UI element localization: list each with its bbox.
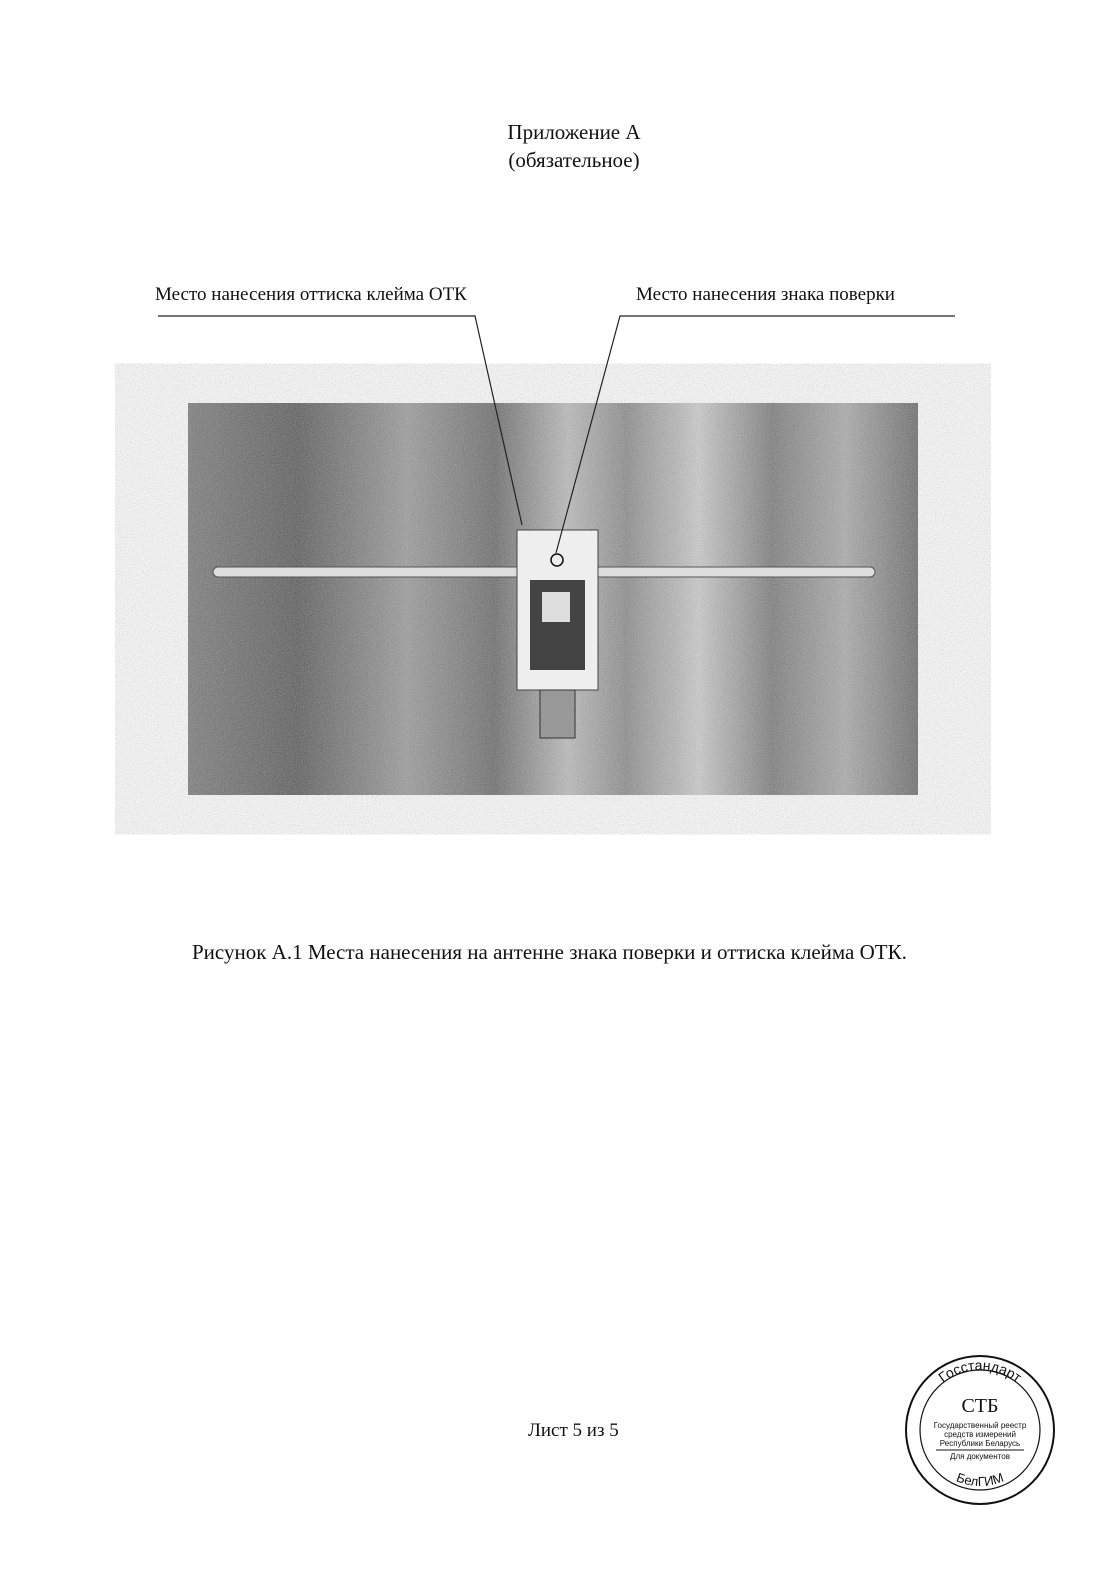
svg-text:Государственный реестр: Государственный реестр xyxy=(933,1421,1027,1430)
label-verification-mark-place: Место нанесения знака поверки xyxy=(636,284,895,305)
appendix-title: Приложение А xyxy=(507,120,641,144)
figure-caption: Рисунок А.1 Места нанесения на антенне знака поверки и оттиска клейма ОТК. xyxy=(192,940,907,964)
belgim-stamp xyxy=(902,1352,1058,1508)
connector-icon xyxy=(540,690,575,738)
svg-text:Для документов: Для документов xyxy=(950,1452,1010,1461)
svg-text:Республики Беларусь: Республики Беларусь xyxy=(939,1439,1021,1448)
label-otk-place: Место нанесения оттиска клейма ОТК xyxy=(155,284,467,305)
svg-text:СТБ: СТБ xyxy=(961,1395,999,1417)
svg-text:Госстандарт: Госстандарт xyxy=(935,1356,1025,1386)
sheet-number: Лист 5 из 5 xyxy=(528,1420,619,1441)
svg-text:средств измерений: средств измерений xyxy=(944,1430,1016,1439)
svg-text:БелГИМ: БелГИМ xyxy=(954,1469,1006,1490)
appendix-subtitle: (обязательное) xyxy=(508,148,640,172)
